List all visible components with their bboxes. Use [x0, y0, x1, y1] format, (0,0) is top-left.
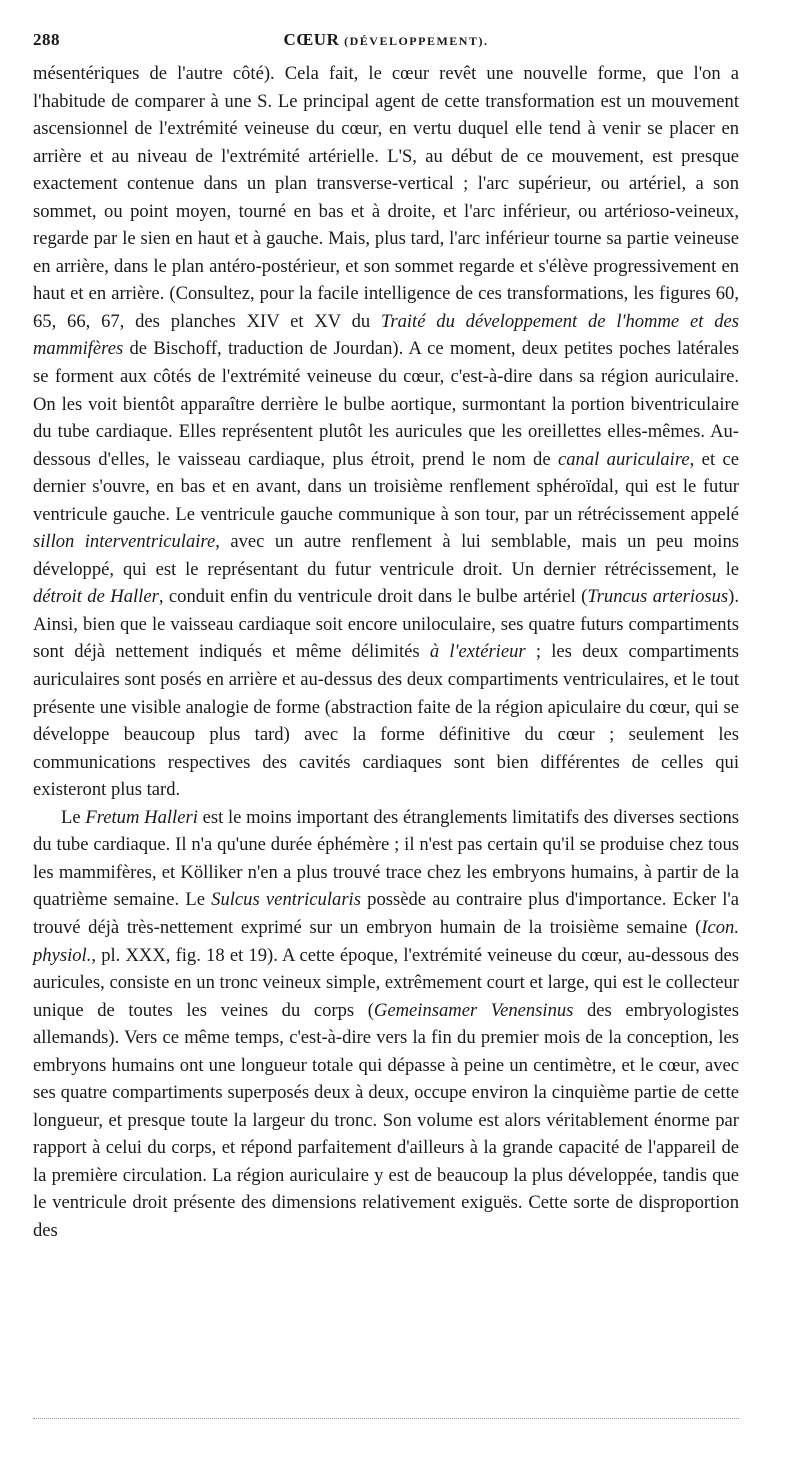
- text-run: est le moins important des étranglements limitatifs des diverses sections du tube cardiaque. Il n'a qu'une durée éphémère ; il n'est pas certain qu'il se produise chez tous les mammifères, et Kölliker n'en a plus trouvé trace chez les embryons humains, à partir de la quatrième semaine. Le: [33, 806, 739, 911]
- text-run: de Bischoff, traduction de Jourdan). A ce moment, deux petites poches latérales se forment aux côtés de l'extrémité veineuse du cœur, c'est-à-dire dans sa région auriculaire. On les voit bientôt apparaître derrière le bulbe aortique, surmontant la portion biventriculaire du tube cardiaque. Elles représentent plutôt les auricules que les oreillettes elles-mêmes. Au-dessous d'elles, le vaisseau cardiaque, plus étroit, prend le nom de: [33, 338, 739, 470]
- text-run: Le: [61, 806, 86, 828]
- italic-run: à l'extérieur: [429, 641, 526, 663]
- italic-run: canal auriculaire: [557, 448, 690, 470]
- text-run: , conduit enfin du ventricule droit dans le bulbe artériel (: [158, 586, 588, 608]
- italic-run: Fretum Halleri: [85, 806, 198, 828]
- running-title-main: CŒUR: [283, 30, 340, 49]
- text-run: ; les deux compartiments auriculaires sont posés en arrière et au-dessus des deux compartiments ventriculaires, et le tout présente une visible analogie de forme (abstraction faite de la région apiculaire du cœur, qui se développe beaucoup plus tard) avec la forme définitive du cœur ; seulement les communications respectives des cavités cardiaques sont bien différentes de celles qui existeront plus tard.: [33, 641, 739, 801]
- italic-run: Truncus arteriosus: [587, 586, 729, 608]
- italic-run: Traité du développement de l'homme et des mammifères: [33, 310, 739, 360]
- italic-run: Gemeinsamer Venensinus: [373, 999, 574, 1021]
- paragraph: [33, 804, 739, 1245]
- text-run: ). Ainsi, bien que le vaisseau cardiaque soit encore uniloculaire, ses quatre futurs compartiments sont déjà nettement indiqués et même délimités: [33, 586, 739, 663]
- italic-run: détroit de Haller: [33, 586, 159, 608]
- text-run: , et ce dernier s'ouvre, en bas et en avant, dans un troisième renflement sphéroïdal, qui est le futur ventricule gauche. Le ventricule gauche communique à son tour, par un rétrécissement appelé: [33, 448, 739, 525]
- text-run: possède au contraire plus d'importance. Ecker l'a trouvé déjà très-nettement exprimé sur un embryon humain de la troisième semaine (: [33, 889, 739, 938]
- text-run: mésentériques de l'autre côté). Cela fait, le cœur revêt une nouvelle forme, que l'on a l'habitude de comparer à une S. Le principal agent de cette transformation est un mouvement ascensionnel de l'extrémité veineuse du cœur, en vertu duquel elle tend à venir se placer en arrière et au niveau de l'extrémité artérielle. L'S, au début de ce mouvement, est presque exactement contenue dans un plan transverse-vertical ; l'arc supérieur, ou artériel, a son sommet, ou point moyen, tourné en bas et à droite, et l'arc inférieur, ou artérioso-veineux, regarde par le sien en haut et à gauche. Mais, plus tard, l'arc inférieur tourne sa partie veineuse en arrière, dans le plan antéro-postérieur, et son sommet regarde et s'élève progressivement en haut et en arrière. (Consultez, pour la facile intelligence de ces transformations, les figures 60, 65, 66, 67, des planches XIV et XV du: [33, 63, 739, 332]
- running-title-sub: (DÉVELOPPEMENT).: [344, 34, 489, 48]
- text-run: des embryologistes allemands). Vers ce même temps, c'est-à-dire vers la fin du premier mois de la conception, les embryons humains ont une longueur totale qui dépasse à peine un centimètre, et le cœur, avec ses quatre compartiments superposés deux à deux, occupe environ la cinquième partie de cette longueur, et presque toute la largeur du tronc. Son volume est alors véritablement énorme par rapport à celui du corps, et répond parfaitement d'ailleurs à la grande capacité de l'appareil de la première circulation. La région auriculaire y est de beaucoup la plus développée, tandis que le ventricule droit présente des dimensions relativement exiguës. Cette sorte de disproportion des: [33, 999, 740, 1241]
- running-header: [33, 28, 739, 60]
- italic-run: Sulcus ventricularis: [211, 889, 361, 911]
- italic-run: Icon. physiol.: [33, 916, 739, 966]
- body-text: [33, 60, 739, 1245]
- page: [33, 28, 739, 1245]
- running-title: [33, 30, 739, 50]
- text-run: , pl. XXX, fig. 18 et 19). A cette époque, l'extrémité veineuse du cœur, au-dessous des auricules, consiste en un tronc veineux simple, extrêmement court et large, qui est le collecteur unique de toutes les veines du corps (: [33, 944, 739, 1021]
- page-number: 288: [33, 30, 60, 49]
- page-bottom-rule: [33, 1418, 739, 1419]
- paragraph: [33, 60, 739, 804]
- text-run: , avec un autre renflement à lui semblable, mais un peu moins développé, qui est le représentant du futur ventricule droit. Un dernier rétrécissement, le: [33, 531, 739, 580]
- italic-run: sillon interventriculaire: [33, 531, 216, 553]
